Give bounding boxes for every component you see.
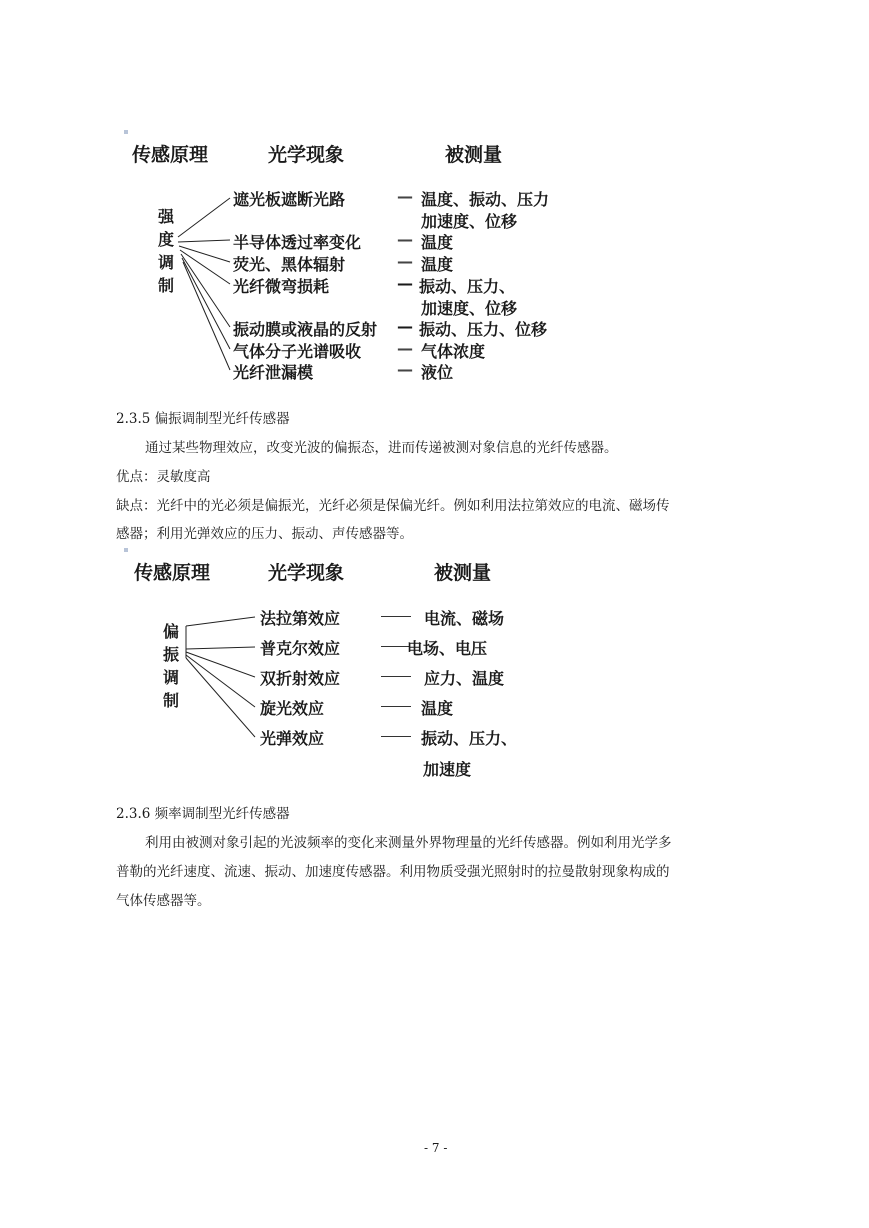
measured-label: 电场、电压: [407, 639, 488, 658]
measured-label-cont: 加速度、位移: [421, 299, 518, 318]
page-number: - 7 -: [424, 1141, 448, 1155]
measured-label: 振动、压力、: [421, 729, 518, 748]
header-principle: 传感原理: [132, 144, 209, 166]
paragraph: 利用由被测对象引起的光波频率的变化来测量外界物理量的光纤传感器。例如利用光学多: [145, 835, 672, 851]
phenomenon-label: 双折射效应: [260, 669, 341, 688]
cons-line: 感器；利用光弹效应的压力、振动、声传感器等。: [116, 526, 413, 542]
dash: —: [397, 230, 413, 249]
dash-line: [381, 736, 411, 737]
dash: —: [397, 187, 413, 206]
phenomenon-label: 气体分子光谱吸收: [233, 342, 362, 361]
measured-label-cont: 加速度: [423, 760, 472, 779]
measured-label: 温度: [421, 255, 454, 274]
measured-label: 振动、压力、: [419, 277, 516, 296]
phenomenon-label: 法拉第效应: [260, 609, 341, 628]
phenomenon-label: 遮光板遮断光路: [233, 190, 346, 209]
dash: —: [397, 339, 413, 358]
measured-label: 温度: [421, 699, 454, 718]
measured-label: 振动、压力、位移: [419, 320, 548, 339]
cons-line: 缺点：光纤中的光必须是偏振光，光纤必须是保偏光纤。例如利用法拉第效应的电流、磁场传: [116, 498, 670, 514]
header-measured: 被测量: [445, 144, 503, 166]
dash: —: [397, 252, 413, 271]
header-phenomenon: 光学现象: [268, 562, 345, 584]
dash-line: [381, 616, 411, 617]
dash: —: [397, 360, 413, 379]
paragraph: 气体传感器等。: [116, 893, 211, 909]
phenomenon-label: 光纤泄漏模: [233, 363, 314, 382]
pros-line: 优点：灵敏度高: [116, 469, 211, 485]
paragraph: 通过某些物理效应，改变光波的偏振态，进而传递被测对象信息的光纤传感器。: [145, 440, 618, 456]
dash-line: [381, 706, 411, 707]
measured-label: 温度、振动、压力: [421, 190, 550, 209]
section-heading: 2.3.5 偏振调制型光纤传感器: [116, 411, 290, 427]
header-phenomenon: 光学现象: [268, 144, 345, 166]
dash: —: [397, 317, 413, 336]
measured-label: 电流、磁场: [424, 609, 505, 628]
measured-label: 液位: [421, 363, 454, 382]
principle-label: 强 度 调 制: [157, 207, 174, 295]
header-measured: 被测量: [434, 562, 492, 584]
paragraph: 普勒的光纤速度、流速、振动、加速度传感器。利用物质受强光照射时的拉曼散射现象构成的: [116, 864, 670, 880]
phenomenon-label: 荧光、黑体辐射: [233, 255, 346, 274]
header-principle: 传感原理: [134, 562, 211, 584]
phenomenon-label: 振动膜或液晶的反射: [233, 320, 378, 339]
phenomenon-label: 普克尔效应: [260, 639, 341, 658]
phenomenon-label: 光纤微弯损耗: [233, 277, 330, 296]
dash-line: [381, 676, 411, 677]
image-marker: [124, 548, 128, 552]
phenomenon-label: 半导体透过率变化: [233, 233, 362, 252]
dash: —: [397, 274, 413, 293]
measured-label-cont: 加速度、位移: [421, 212, 518, 231]
dash-line: [381, 646, 409, 647]
phenomenon-label: 旋光效应: [260, 699, 325, 718]
section-heading: 2.3.6 频率调制型光纤传感器: [116, 806, 290, 822]
phenomenon-label: 光弹效应: [260, 729, 325, 748]
measured-label: 温度: [421, 233, 454, 252]
measured-label: 应力、温度: [424, 669, 505, 688]
principle-label: 偏 振 调 制: [162, 622, 179, 710]
measured-label: 气体浓度: [421, 342, 486, 361]
